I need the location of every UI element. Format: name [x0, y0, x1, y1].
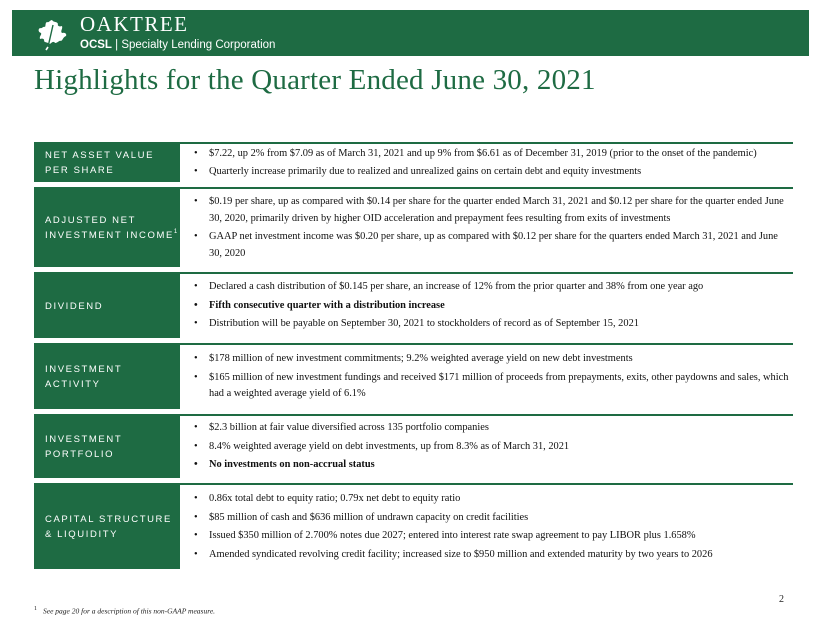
section-label-box — [34, 345, 180, 409]
footnote-marker: 1 — [34, 606, 37, 612]
section-label-box — [34, 416, 180, 478]
section-label: INVESTMENT PORTFOLIO — [45, 434, 123, 460]
bullet-item: • 0.86x total debt to equity ratio; 0.79x net debt to equity ratio — [192, 491, 793, 508]
bullet-item: • GAAP net investment income was $0.20 per share, up as compared with $0.12 per share for the quarters ended March 31, 2021 and June 30, 2020 — [192, 229, 793, 262]
brand-header — [12, 10, 809, 56]
section-label-box — [34, 144, 180, 182]
bullet-item: • $7.22, up 2% from $7.09 as of March 31, 2021 and up 9% from $6.61 as of December 31, 2019 (prior to the onset of the pandemic) — [192, 146, 793, 163]
bullet-item: • Amended syndicated revolving credit facility; increased size to $950 million and extended maturity by two years to 2026 — [192, 547, 793, 564]
highlight-row — [34, 272, 793, 338]
footnote-text: See page 20 for a description of this non-GAAP measure. — [43, 606, 216, 616]
oak-leaf-logo-icon — [34, 17, 70, 51]
bullet-item: • $165 million of new investment fundings and received $171 million of proceeds from prepayments, exits, other paydowns and sales, which had a weighted average yield of 6.1% — [192, 370, 793, 403]
section-body — [192, 144, 793, 182]
section-label-footnote-marker: 1 — [173, 229, 178, 235]
section-label: DIVIDEND — [45, 300, 104, 312]
bullet-list — [192, 489, 793, 565]
bullet-item: • 8.4% weighted average yield on debt investments, up from 8.3% as of March 31, 2021 — [192, 439, 793, 456]
bullet-item: • Issued $350 million of 2.700% notes due 2027; entered into interest rate swap agreement to pay LIBOR plus 1.658% — [192, 528, 793, 545]
bullet-list — [192, 349, 793, 405]
bullet-item: • No investments on non-accrual status — [192, 457, 793, 474]
section-body — [192, 416, 793, 478]
bullet-list — [192, 144, 793, 183]
bullet-item: • $85 million of cash and $636 million of undrawn capacity on credit facilities — [192, 510, 793, 527]
section-label: NET ASSET VALUE PER SHARE — [45, 150, 155, 176]
highlight-row — [34, 483, 793, 569]
brand-name: OAKTREE — [80, 12, 189, 36]
section-label: INVESTMENT ACTIVITY — [45, 364, 123, 390]
section-label: CAPITAL STRUCTURE & LIQUIDITY — [45, 514, 172, 540]
section-label: ADJUSTED NET INVESTMENT INCOME$^1$ — [45, 215, 178, 241]
highlight-row — [34, 343, 793, 409]
bullet-list — [192, 418, 793, 476]
section-label-box — [34, 485, 180, 569]
highlight-row — [34, 142, 793, 182]
bullet-item: • Quarterly increase primarily due to realized and unrealized gains on certain debt and equity investments — [192, 164, 793, 181]
highlight-row — [34, 187, 793, 267]
brand-company-name: Specialty Lending Corporation — [121, 39, 276, 51]
bullet-list — [192, 192, 793, 264]
page-title: Highlights for the Quarter Ended June 30, 2021 — [34, 64, 596, 96]
bullet-item: • Declared a cash distribution of $0.145 per share, an increase of 12% from the prior quarter and 38% from one year ago — [192, 279, 793, 296]
bullet-item: • $2.3 billion at fair value diversified across 135 portfolio companies — [192, 420, 793, 437]
section-body — [192, 345, 793, 409]
bullet-item: • Fifth consecutive quarter with a distribution increase — [192, 298, 793, 315]
footnote — [34, 606, 215, 616]
highlight-row — [34, 414, 793, 478]
brand-ticker: OCSL — [80, 39, 112, 51]
bullet-item: • $178 million of new investment commitments; 9.2% weighted average yield on new debt investments — [192, 351, 793, 368]
section-body — [192, 274, 793, 338]
brand-separator: | — [111, 39, 122, 51]
bullet-item: • $0.19 per share, up as compared with $0.14 per share for the quarter ended March 31, 2021 and $0.12 per share for the quarter ended June 30, 2020, primarily driven by higher OID acceleration and prepayment fees resulting from exits of investments — [192, 194, 793, 227]
section-body — [192, 189, 793, 267]
section-label-box — [34, 189, 180, 267]
page-number: 2 — [779, 594, 784, 605]
section-body — [192, 485, 793, 569]
bullet-list — [192, 277, 793, 335]
section-label-box — [34, 274, 180, 338]
brand-subtitle — [80, 38, 275, 52]
bullet-item: • Distribution will be payable on September 30, 2021 to stockholders of record as of September 15, 2021 — [192, 316, 793, 333]
